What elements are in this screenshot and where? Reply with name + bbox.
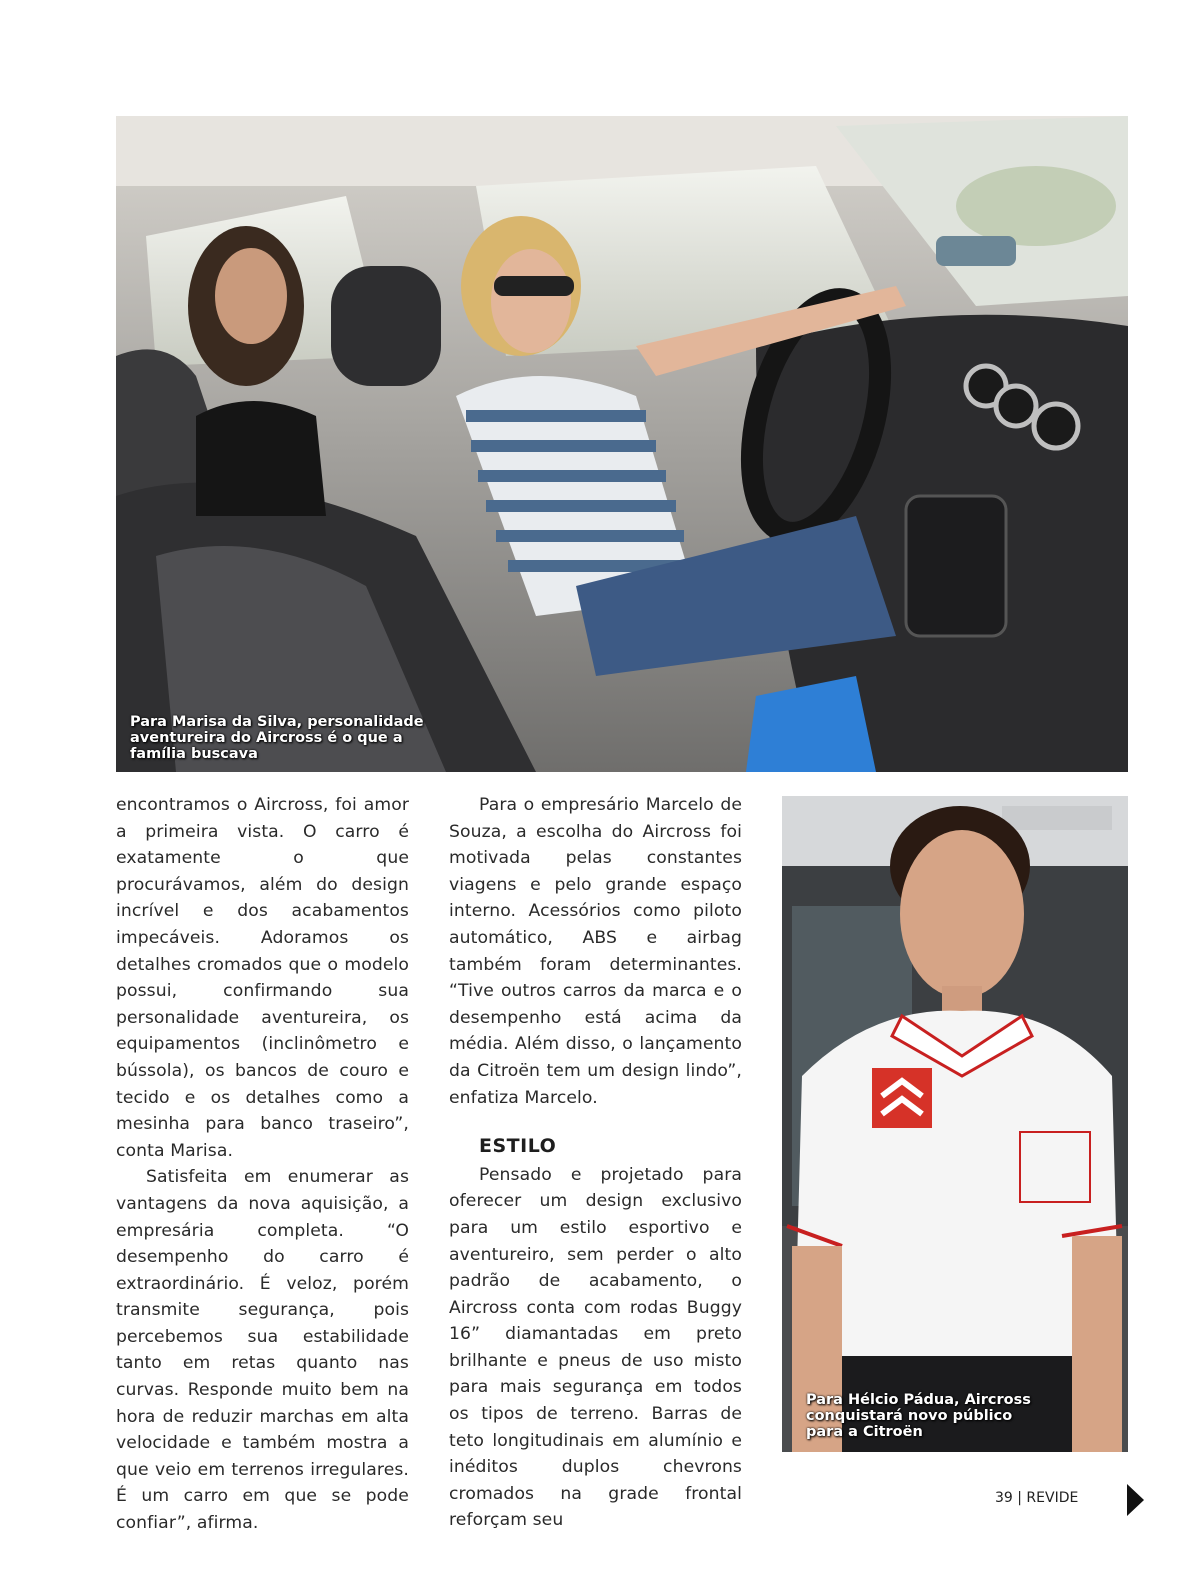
paragraph: Satisfeita em enumerar as vantagens da nova aquisição, a empresária completa. “O desempenho do carro é extraordinário. É veloz, porém transmite segurança, pois percebemos sua estabilidade tanto em retas quanto nas curvas. Responde muito bem na hora de reduzir marchas em alta velocidade e também mostra a que veio em terrenos irregulares. É um carro em que se pode confiar”, afirma. — [116, 1167, 409, 1534]
car-interior-photo — [116, 116, 1128, 772]
article-column-2 — [449, 792, 742, 1534]
page-footer: 39 | REVIDE — [995, 1490, 1079, 1506]
article-column-1 — [116, 792, 409, 1537]
paragraph: Para o empresário Marcelo de Souza, a escolha do Aircross foi motivada pelas constantes viagens e pelo grande espaço interno. Acessórios como piloto automático, ABS e airbag também foram determinantes. “Tive outros carros da marca e o desempenho está acima da média. Além disso, o lançamento da Citroën tem um design lindo”, enfatiza Marcelo. — [449, 795, 742, 1108]
paragraph: Pensado e projetado para oferecer um design exclusivo para um estilo esportivo e aventureiro, sem perder o alto padrão de acabamento, o Aircross conta com rodas Buggy 16” diamantadas em preto brilhante e pneus de uso misto para mais segurança em todos os tipos de terreno. Barras de teto longitudinais em alumínio e inéditos duplos chevrons cromados na grade frontal reforçam seu — [449, 1164, 742, 1531]
next-page-arrow-icon[interactable] — [1127, 1484, 1144, 1516]
paragraph: encontramos o Aircross, foi amor a primeira vista. O carro é exatamente o que procurávamos, além do design incrível e dos acabamentos impecáveis. Adoramos os detalhes cromados que o modelo possui, confirmando sua personalidade aventureira, os equipamentos (inclinômetro e bússola), os bancos de couro e tecido e os detalhes como a mesinha para banco traseiro”, conta Marisa. — [116, 795, 409, 1161]
section-heading: ESTILO — [479, 1135, 557, 1158]
portrait-photo-caption: Para Hélcio Pádua, Aircross conquistará novo público para a Citroën — [806, 1392, 1031, 1440]
top-photo-caption: Para Marisa da Silva, personalidade aventureira do Aircross é o que a família buscava — [130, 714, 424, 762]
portrait-photo — [782, 796, 1128, 1452]
